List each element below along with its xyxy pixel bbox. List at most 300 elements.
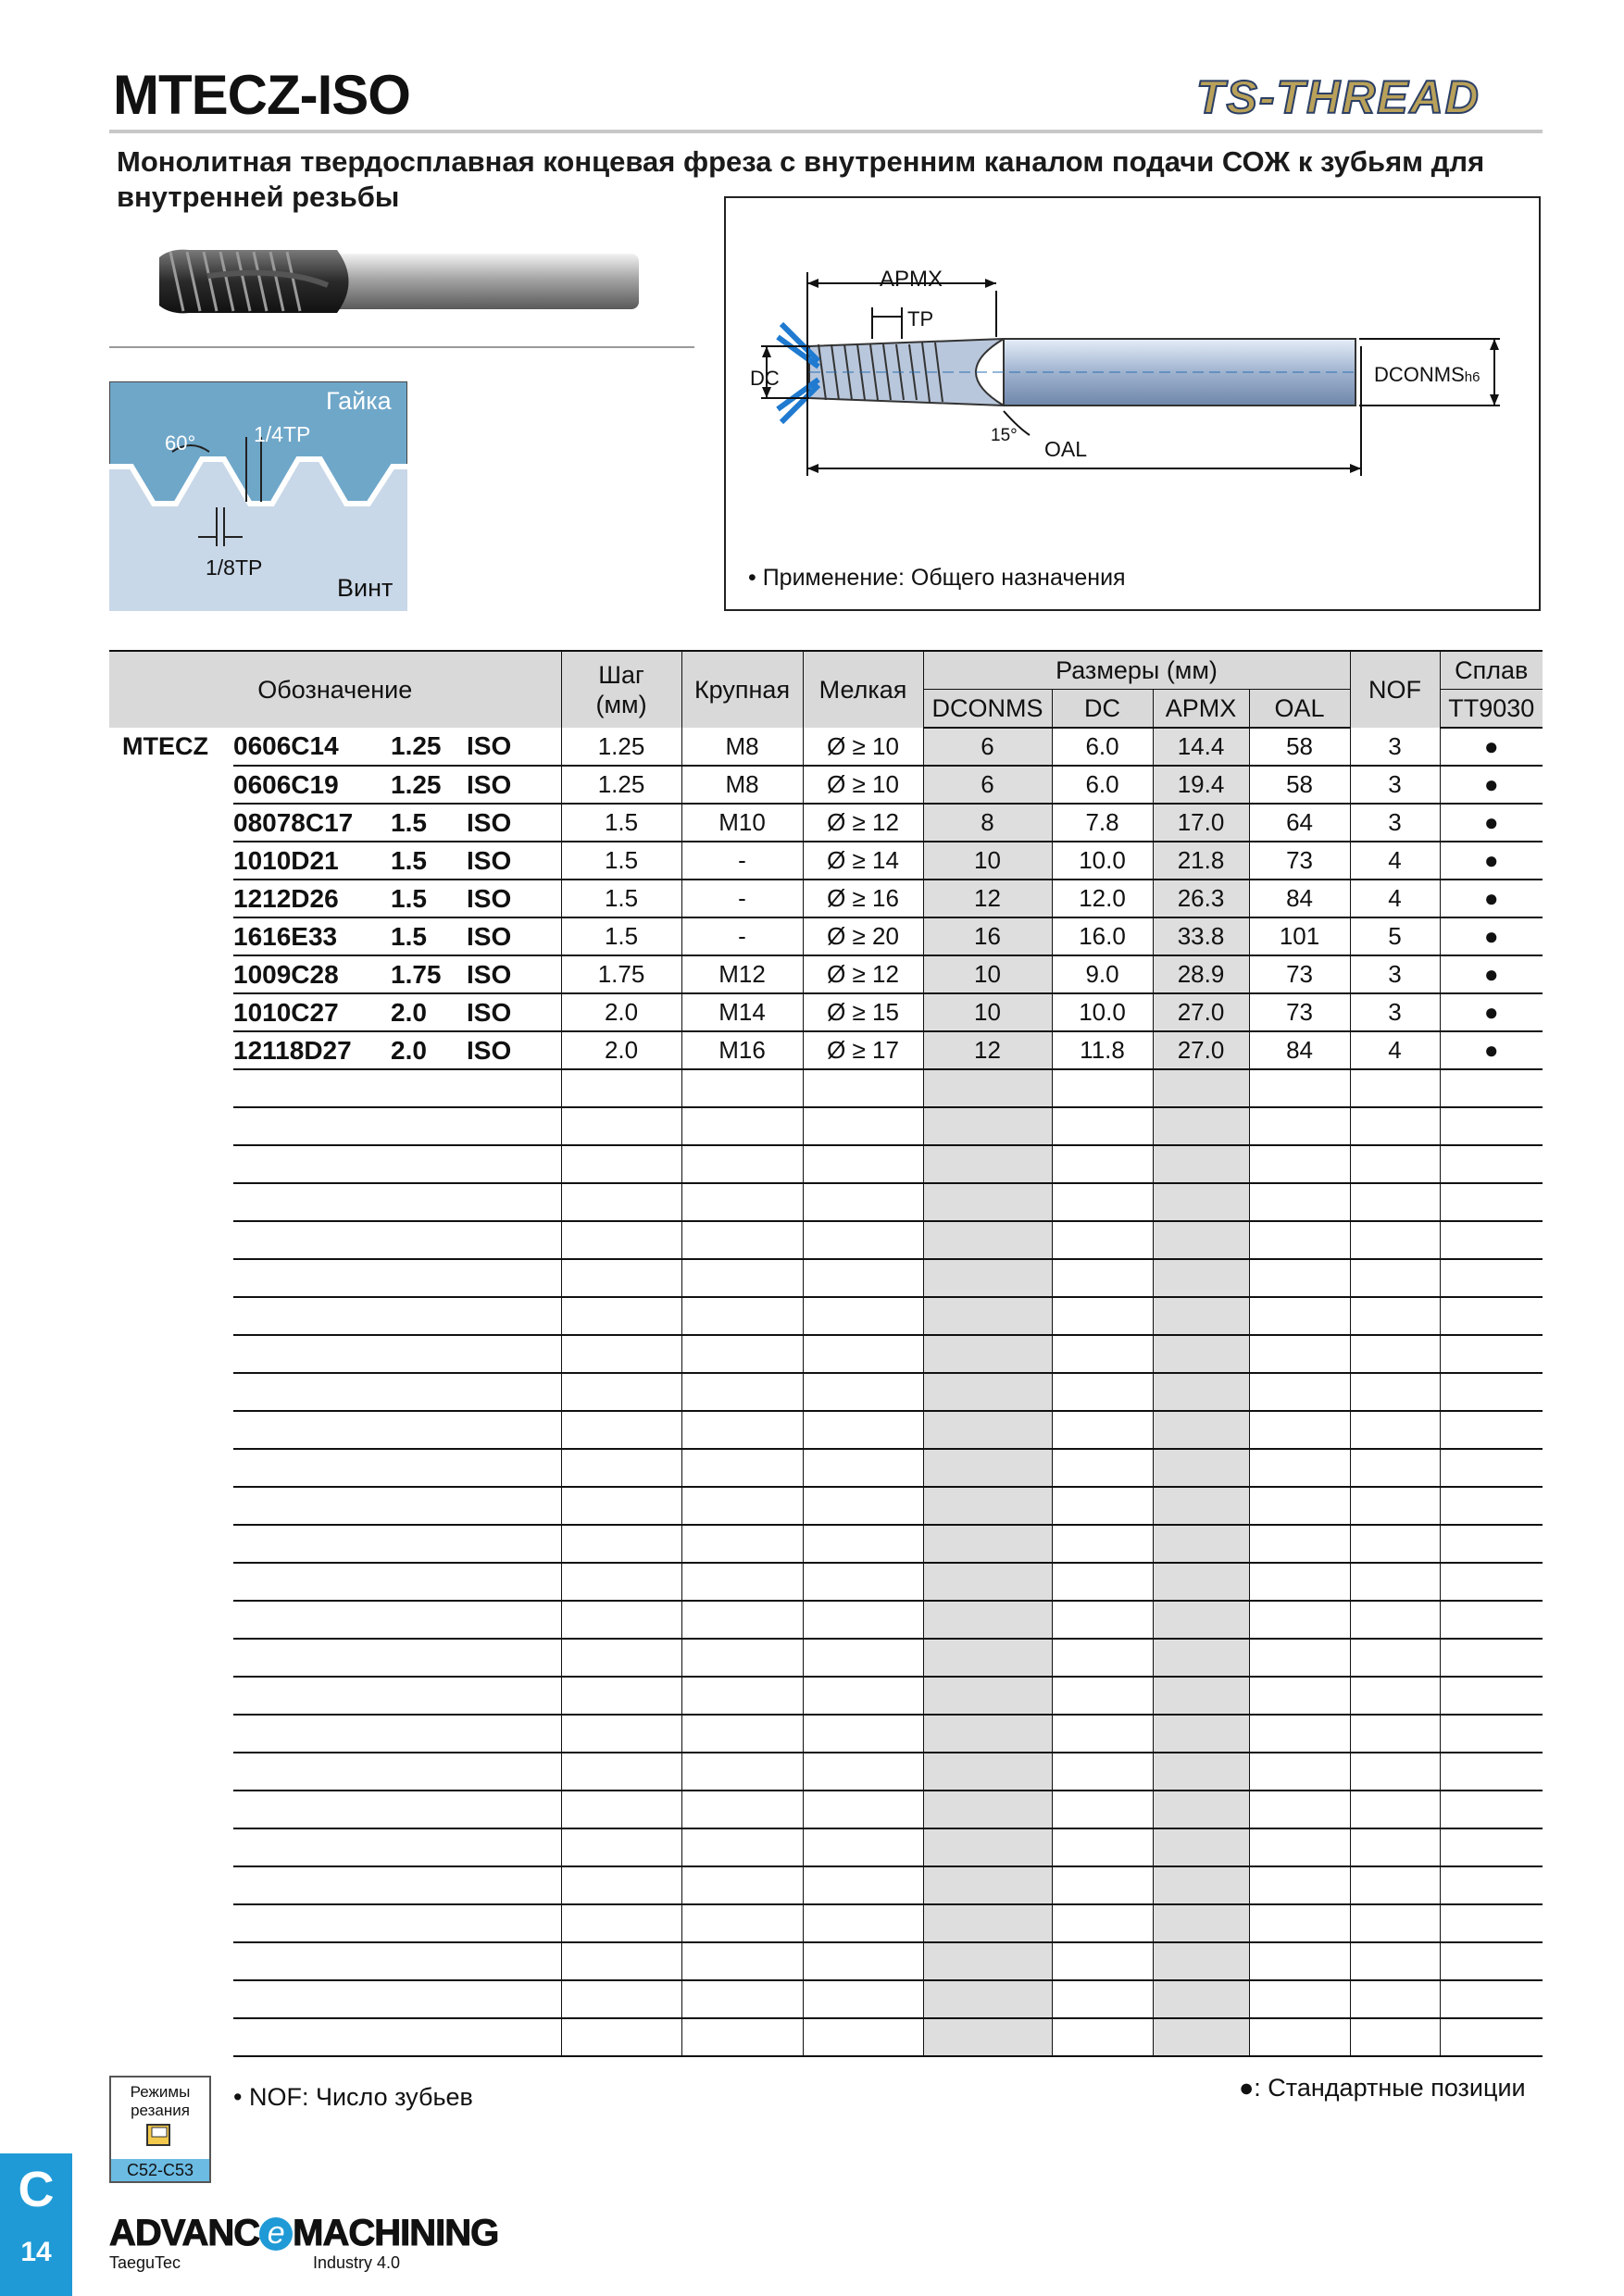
oal-cell	[1249, 1866, 1350, 1904]
nof-cell	[1350, 1525, 1440, 1563]
oal-cell: 84	[1249, 1031, 1350, 1069]
designation-cell	[233, 1335, 561, 1373]
table-row	[109, 1031, 1543, 1069]
pitch-cell	[561, 1069, 681, 1107]
coarse-cell	[681, 1791, 803, 1828]
designation-std: ISO	[467, 883, 512, 913]
dc-cell: 6.0	[1052, 766, 1153, 804]
coarse-cell	[681, 1297, 803, 1335]
nof-cell	[1350, 1259, 1440, 1297]
series-cell	[109, 1715, 233, 1753]
nof-cell	[1350, 1069, 1440, 1107]
book-icon	[144, 2122, 176, 2148]
designation-cell	[233, 766, 561, 804]
dconms-label	[1374, 363, 1480, 387]
fine-cell	[803, 1449, 923, 1487]
designation-cell	[233, 728, 561, 766]
dc-cell: 7.8	[1052, 804, 1153, 842]
empty-table-row	[109, 1601, 1543, 1639]
coarse-cell: M8	[681, 766, 803, 804]
stock-cell	[1440, 1297, 1543, 1335]
pitch-cell	[561, 1980, 681, 2018]
fine-cell	[803, 1791, 923, 1828]
designation-cell	[233, 1715, 561, 1753]
dconms-cell	[923, 1563, 1052, 1601]
dconms-text: DCONMS	[1374, 363, 1465, 386]
stock-cell	[1440, 1449, 1543, 1487]
designation-cell	[233, 955, 561, 993]
table-row	[109, 917, 1543, 955]
dconms-cell	[923, 1487, 1052, 1525]
pitch-cell	[561, 1866, 681, 1904]
series-cell	[109, 1335, 233, 1373]
dc-cell	[1052, 1069, 1153, 1107]
designation-cell	[233, 1904, 561, 1942]
designation-cell	[233, 1866, 561, 1904]
nof-cell	[1350, 1107, 1440, 1145]
section-tab	[0, 2153, 72, 2296]
apmx-cell	[1153, 1866, 1249, 1904]
dc-cell: 6.0	[1052, 728, 1153, 766]
stock-cell: ●	[1440, 993, 1543, 1031]
series-cell	[109, 1373, 233, 1411]
fine-cell	[803, 1259, 923, 1297]
oal-cell: 73	[1249, 993, 1350, 1031]
dconms-cell	[923, 1980, 1052, 2018]
nof-cell: 3	[1350, 766, 1440, 804]
table-row	[109, 842, 1543, 880]
coarse-cell	[681, 1563, 803, 1601]
series-cell	[109, 1601, 233, 1639]
tool-drawing	[726, 198, 1539, 609]
apmx-cell	[1153, 1791, 1249, 1828]
pitch-cell	[561, 1828, 681, 1866]
designation-pitch-code: 1.5	[391, 921, 427, 951]
apmx-cell	[1153, 1373, 1249, 1411]
series-cell	[109, 955, 233, 993]
nof-cell: 3	[1350, 993, 1440, 1031]
series-cell	[109, 1297, 233, 1335]
dc-cell: 11.8	[1052, 1031, 1153, 1069]
coarse-cell	[681, 1601, 803, 1639]
dconms-cell	[923, 1677, 1052, 1715]
designation-cell	[233, 1373, 561, 1411]
designation-header: Обозначение	[109, 651, 561, 728]
designation-cell	[233, 1259, 561, 1297]
apmx-cell: 33.8	[1153, 917, 1249, 955]
apmx-cell	[1153, 1563, 1249, 1601]
dconms-cell	[923, 1639, 1052, 1677]
oal-cell	[1249, 1259, 1350, 1297]
apmx-cell: 21.8	[1153, 842, 1249, 880]
designation-code: 1212D26	[233, 883, 339, 913]
pitch-cell	[561, 1601, 681, 1639]
dc-cell: 9.0	[1052, 955, 1153, 993]
apmx-cell	[1153, 1525, 1249, 1563]
stock-cell	[1440, 1677, 1543, 1715]
series-cell	[109, 1069, 233, 1107]
dconms-cell: 6	[923, 766, 1052, 804]
advance-machining-logo	[109, 2213, 498, 2254]
page-number: 14	[20, 2237, 52, 2267]
designation-cell	[233, 842, 561, 880]
apmx-cell	[1153, 1601, 1249, 1639]
stock-cell	[1440, 1791, 1543, 1828]
designation-code: 0606C19	[233, 769, 339, 799]
fine-cell: Ø ≥ 10	[803, 728, 923, 766]
dc-cell	[1052, 1107, 1153, 1145]
fine-cell	[803, 1487, 923, 1525]
fine-cell	[803, 1715, 923, 1753]
stock-cell	[1440, 1980, 1543, 2018]
dconms-cell	[923, 1791, 1052, 1828]
series-cell	[109, 766, 233, 804]
nut-label: Гайка	[326, 387, 392, 415]
fine-cell	[803, 1828, 923, 1866]
dconms-cell: 10	[923, 993, 1052, 1031]
apmx-cell: 27.0	[1153, 993, 1249, 1031]
nof-cell	[1350, 1297, 1440, 1335]
coarse-cell: -	[681, 842, 803, 880]
stock-cell	[1440, 1183, 1543, 1221]
fine-cell: Ø ≥ 10	[803, 766, 923, 804]
designation-cell	[233, 1449, 561, 1487]
dc-cell	[1052, 1904, 1153, 1942]
tool-dimension-diagram	[724, 196, 1541, 611]
stock-cell	[1440, 1525, 1543, 1563]
designation-cell	[233, 1411, 561, 1449]
dconms-cell	[923, 1373, 1052, 1411]
dconms-cell	[923, 1069, 1052, 1107]
nof-cell	[1350, 2018, 1440, 2056]
tp-label: TP	[907, 307, 934, 331]
nof-cell: 3	[1350, 728, 1440, 766]
designation-cell	[233, 917, 561, 955]
pitch-cell: 1.5	[561, 804, 681, 842]
pitch-cell: 1.25	[561, 766, 681, 804]
coarse-cell	[681, 1980, 803, 2018]
product-description: Монолитная твердосплавная концевая фреза с внутренним каналом подачи СОЖ к зубьям для внутренней резьбы	[117, 145, 1485, 213]
fine-cell	[803, 1221, 923, 1259]
apmx-cell: 27.0	[1153, 1031, 1249, 1069]
table-row	[109, 766, 1543, 804]
stock-cell	[1440, 1411, 1543, 1449]
fine-cell: Ø ≥ 12	[803, 955, 923, 993]
designation-cell	[233, 1031, 561, 1069]
nof-legend: • NOF: Число зубьев	[233, 2083, 473, 2111]
pitch-cell	[561, 1145, 681, 1183]
oal-cell	[1249, 1449, 1350, 1487]
oal-cell	[1249, 1677, 1350, 1715]
oal-cell	[1249, 1828, 1350, 1866]
oal-cell: 84	[1249, 880, 1350, 917]
nof-cell	[1350, 1942, 1440, 1980]
dc-cell	[1052, 1411, 1153, 1449]
logo-right-text: MACHINING	[293, 2213, 499, 2253]
product-photo	[152, 239, 646, 324]
coarse-cell	[681, 1373, 803, 1411]
coarse-cell	[681, 1753, 803, 1791]
stock-cell	[1440, 1487, 1543, 1525]
empty-table-row	[109, 1715, 1543, 1753]
series-cell	[109, 842, 233, 880]
empty-table-row	[109, 1411, 1543, 1449]
fine-cell	[803, 1866, 923, 1904]
dc-cell	[1052, 1183, 1153, 1221]
designation-cell	[233, 1221, 561, 1259]
nof-cell	[1350, 1601, 1440, 1639]
stock-cell	[1440, 1942, 1543, 1980]
fine-cell	[803, 1373, 923, 1411]
pitch-cell	[561, 1525, 681, 1563]
pitch-cell	[561, 1904, 681, 1942]
pitch-cell	[561, 1411, 681, 1449]
designation-cell	[233, 1942, 561, 1980]
empty-table-row	[109, 1753, 1543, 1791]
oal-cell	[1249, 1980, 1350, 2018]
dc-cell	[1052, 1980, 1153, 2018]
fine-header: Мелкая	[803, 651, 923, 728]
series-cell	[109, 1031, 233, 1069]
logo-tagline: Industry 4.0	[313, 2253, 401, 2272]
dconms-cell	[923, 1335, 1052, 1373]
series-cell	[109, 1828, 233, 1866]
apmx-cell	[1153, 1221, 1249, 1259]
pitch-cell	[561, 1715, 681, 1753]
coarse-cell: M16	[681, 1031, 803, 1069]
nof-cell	[1350, 1828, 1440, 1866]
apmx-cell	[1153, 1069, 1249, 1107]
dc-cell: 10.0	[1052, 842, 1153, 880]
pitch-cell	[561, 1639, 681, 1677]
grade-header: TT9030	[1440, 690, 1543, 729]
dc-cell	[1052, 1715, 1153, 1753]
designation-cell	[233, 1069, 561, 1107]
nof-cell: 4	[1350, 842, 1440, 880]
dc-cell	[1052, 1221, 1153, 1259]
nof-cell	[1350, 1373, 1440, 1411]
designation-cell	[233, 2018, 561, 2056]
dconms-cell: 16	[923, 917, 1052, 955]
empty-table-row	[109, 1183, 1543, 1221]
series-cell	[109, 1942, 233, 1980]
cutting-data-reference[interactable]	[109, 2076, 211, 2183]
product-table	[109, 650, 1543, 2057]
designation-std: ISO	[467, 769, 512, 799]
dconms-cell	[923, 1145, 1052, 1183]
fine-cell	[803, 1297, 923, 1335]
empty-table-row	[109, 1259, 1543, 1297]
empty-table-row	[109, 1107, 1543, 1145]
empty-table-row	[109, 1942, 1543, 1980]
empty-table-row	[109, 1335, 1543, 1373]
oal-cell	[1249, 1525, 1350, 1563]
fine-cell: Ø ≥ 16	[803, 880, 923, 917]
apmx-cell	[1153, 1145, 1249, 1183]
stock-cell	[1440, 1373, 1543, 1411]
dc-cell	[1052, 1601, 1153, 1639]
designation-pitch-code: 1.5	[391, 883, 427, 913]
coarse-cell	[681, 1639, 803, 1677]
stock-cell	[1440, 1639, 1543, 1677]
angle-label: 60°	[165, 431, 196, 455]
empty-table-row	[109, 1487, 1543, 1525]
fine-cell	[803, 1753, 923, 1791]
apmx-cell	[1153, 1904, 1249, 1942]
empty-table-row	[109, 1297, 1543, 1335]
coarse-cell	[681, 1525, 803, 1563]
nof-cell	[1350, 1753, 1440, 1791]
empty-table-row	[109, 1221, 1543, 1259]
dc-cell	[1052, 1373, 1153, 1411]
series-cell	[109, 880, 233, 917]
apmx-cell	[1153, 1942, 1249, 1980]
designation-cell	[233, 1563, 561, 1601]
stock-cell	[1440, 1715, 1543, 1753]
stock-cell: ●	[1440, 880, 1543, 917]
stock-cell	[1440, 1145, 1543, 1183]
nof-cell	[1350, 1866, 1440, 1904]
designation-cell	[233, 1601, 561, 1639]
oal-cell: 64	[1249, 804, 1350, 842]
series-cell	[109, 2018, 233, 2056]
oal-cell	[1249, 1715, 1350, 1753]
series-cell	[109, 917, 233, 955]
designation-cell	[233, 1107, 561, 1145]
apmx-cell: 28.9	[1153, 955, 1249, 993]
series-cell	[109, 1449, 233, 1487]
dc-cell	[1052, 1297, 1153, 1335]
series-cell	[109, 1487, 233, 1525]
dc-cell	[1052, 1259, 1153, 1297]
fine-cell	[803, 1942, 923, 1980]
coarse-cell: M8	[681, 728, 803, 766]
nof-cell	[1350, 1449, 1440, 1487]
designation-cell	[233, 1828, 561, 1866]
oal-cell: 101	[1249, 917, 1350, 955]
fine-cell: Ø ≥ 17	[803, 1031, 923, 1069]
stock-cell: ●	[1440, 842, 1543, 880]
series-cell	[109, 804, 233, 842]
pitch-cell	[561, 1753, 681, 1791]
oal-label: OAL	[1044, 437, 1088, 461]
dc-cell	[1052, 1145, 1153, 1183]
fine-cell	[803, 2018, 923, 2056]
designation-cell	[233, 1980, 561, 2018]
designation-std: ISO	[467, 845, 512, 875]
pitch-cell	[561, 1183, 681, 1221]
empty-table-row	[109, 1069, 1543, 1107]
eighth-pitch-label: 1/8TP	[206, 555, 263, 580]
oal-cell	[1249, 1297, 1350, 1335]
series-cell	[109, 1107, 233, 1145]
pitch-cell: 1.5	[561, 842, 681, 880]
dconms-cell	[923, 1411, 1052, 1449]
dc-cell	[1052, 1866, 1153, 1904]
oal-cell	[1249, 1563, 1350, 1601]
dconms-cell	[923, 1715, 1052, 1753]
apmx-cell	[1153, 1449, 1249, 1487]
series-cell	[109, 1221, 233, 1259]
coarse-cell	[681, 1715, 803, 1753]
dc-cell	[1052, 1828, 1153, 1866]
page-title: MTECZ-ISO	[113, 64, 410, 126]
dc-cell	[1052, 1487, 1153, 1525]
nof-cell	[1350, 1221, 1440, 1259]
section-letter: C	[18, 2162, 55, 2217]
empty-table-row	[109, 1145, 1543, 1183]
dconms-cell	[923, 1904, 1052, 1942]
empty-table-row	[109, 1373, 1543, 1411]
fine-cell	[803, 1183, 923, 1221]
nof-cell: 3	[1350, 804, 1440, 842]
pitch-cell: 2.0	[561, 993, 681, 1031]
stock-cell	[1440, 1904, 1543, 1942]
oal-cell	[1249, 1639, 1350, 1677]
nof-cell: 4	[1350, 1031, 1440, 1069]
stock-cell	[1440, 2018, 1543, 2056]
table-row	[109, 993, 1543, 1031]
dconms-cell	[923, 1601, 1052, 1639]
series-cell	[109, 1639, 233, 1677]
coarse-cell: M12	[681, 955, 803, 993]
coarse-cell	[681, 1449, 803, 1487]
stock-cell: ●	[1440, 766, 1543, 804]
pitch-cell: 1.25	[561, 728, 681, 766]
stock-cell: ●	[1440, 1031, 1543, 1069]
dconms-cell	[923, 1942, 1052, 1980]
coarse-cell	[681, 1411, 803, 1449]
oal-cell: 73	[1249, 842, 1350, 880]
series-cell	[109, 1753, 233, 1791]
dconms-cell: 10	[923, 842, 1052, 880]
dconms-header: DCONMS	[923, 690, 1052, 729]
nof-cell	[1350, 1639, 1440, 1677]
cutting-label-line2: резания	[131, 2102, 190, 2119]
pitch-cell	[561, 1791, 681, 1828]
stock-cell	[1440, 1221, 1543, 1259]
dc-cell: 16.0	[1052, 917, 1153, 955]
dconms-cell	[923, 1753, 1052, 1791]
designation-std: ISO	[467, 997, 512, 1027]
nof-header: NOF	[1350, 651, 1440, 728]
nof-cell	[1350, 1715, 1440, 1753]
pitch-cell: 1.5	[561, 917, 681, 955]
fine-cell: Ø ≥ 14	[803, 842, 923, 880]
apmx-cell	[1153, 1828, 1249, 1866]
nof-cell: 3	[1350, 955, 1440, 993]
oal-cell: 58	[1249, 766, 1350, 804]
dc-cell	[1052, 1563, 1153, 1601]
stock-cell	[1440, 1259, 1543, 1297]
oal-cell	[1249, 1183, 1350, 1221]
oal-cell	[1249, 1107, 1350, 1145]
product-table-body	[109, 728, 1543, 2056]
fine-cell: Ø ≥ 12	[803, 804, 923, 842]
oal-cell	[1249, 1601, 1350, 1639]
logo-e-mark: e	[259, 2217, 293, 2251]
table-row	[109, 728, 1543, 766]
fine-cell	[803, 1525, 923, 1563]
apmx-cell: 19.4	[1153, 766, 1249, 804]
designation-code: 1009C28	[233, 959, 339, 989]
dconms-cell	[923, 2018, 1052, 2056]
nof-cell	[1350, 1145, 1440, 1183]
dconms-cell: 12	[923, 1031, 1052, 1069]
coarse-cell	[681, 1107, 803, 1145]
designation-cell	[233, 880, 561, 917]
apmx-cell	[1153, 1297, 1249, 1335]
